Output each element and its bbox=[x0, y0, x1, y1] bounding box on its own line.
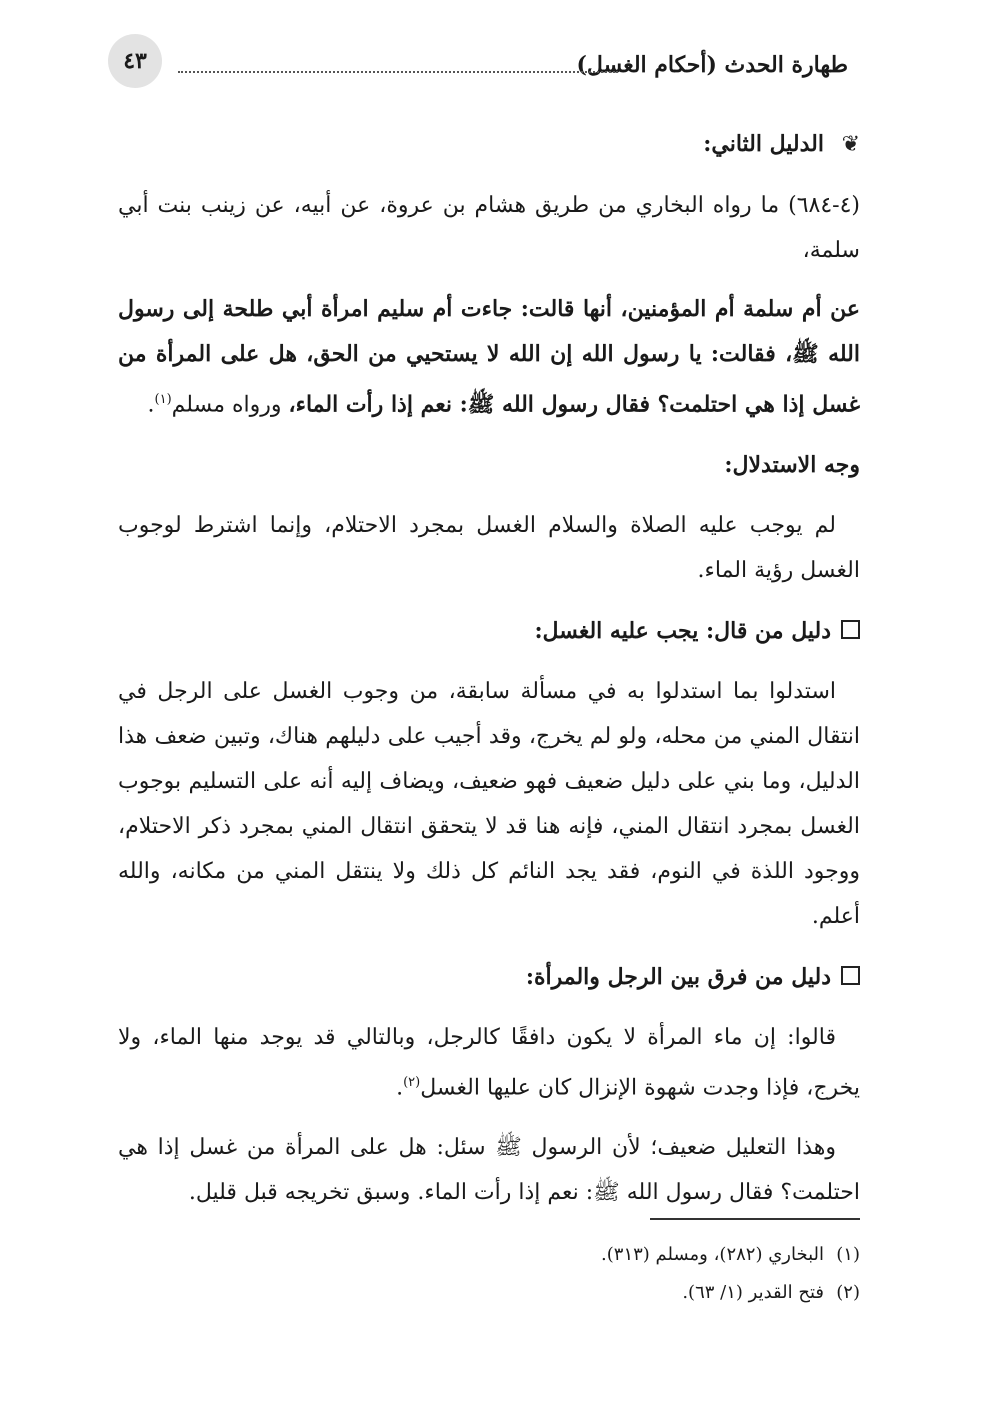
obligation-paragraph: استدلوا بما استدلوا به في مسألة سابقة، من وجوب الغسل على الرجل في انتقال المني من محله، ولو لم يخرج، وقد أجيب على دليلهم هناك، وتبين ضعف هذا الدليل، وما بني على دليل ضعيف فهو ضعيف، ويضاف إليه أنه على التسليم بوجوب الغسل بمجرد انتقال المني، فإنه هنا قد لا يتحقق انتقال المني بمجرد ذكر الاحتلام، ووجود اللذة في النوم، فقد يجد النائم كل ذلك ولا ينتقل المني من مكانه، والله أعلم. bbox=[118, 679, 860, 930]
hadith-paragraph bbox=[118, 287, 860, 427]
heading-inference: وجه الاستدلال: bbox=[724, 452, 860, 479]
page-header bbox=[108, 34, 848, 96]
footnote-ref-1: (١) bbox=[154, 392, 172, 407]
dotted-leader bbox=[178, 71, 618, 73]
footnote-number: (٢) bbox=[836, 1282, 860, 1303]
hadith-intro bbox=[118, 183, 860, 273]
square-bullet-icon bbox=[841, 620, 860, 639]
hadith-intro-text: (٤-٦٨٤) ما رواه البخاري من طريق هشام بن عروة، عن أبيه، عن زينب بنت أبي سلمة، bbox=[118, 193, 860, 263]
heading-second-evidence-text: الدليل الثاني: bbox=[703, 131, 824, 157]
difference-text: قالوا: إن ماء المرأة لا يكون دافقًا كالرجل، وبالتالي قد يوجد منها الماء، ولا يخرج، فإذا وجدت شهوة الإنزال كان عليها الغسل bbox=[118, 1025, 860, 1101]
heading-difference bbox=[118, 953, 860, 1001]
hadith-period: . bbox=[147, 392, 155, 418]
square-bullet-icon bbox=[841, 966, 860, 985]
leaf-ornament-icon: ❦ bbox=[841, 132, 860, 157]
running-title: طهارة الحدث (أحكام الغسل) bbox=[576, 52, 848, 78]
rebuttal-paragraph: وهذا التعليل ضعيف؛ لأن الرسول ﷺ سئل: هل على المرأة من غسل إذا هي احتلمت؟ فقال رسول الله ﷺ: نعم إذا رأت الماء. وسبق تخريجه قبل قليل. bbox=[118, 1134, 860, 1205]
footnotes bbox=[260, 1236, 860, 1312]
footnote-item bbox=[260, 1274, 860, 1312]
hadith-tail: ورواه مسلم bbox=[171, 392, 289, 418]
footnote-text: البخاري (٢٨٢)، ومسلم (٣١٣). bbox=[601, 1244, 824, 1265]
heading-difference-text: دليل من فرق بين الرجل والمرأة: bbox=[525, 964, 831, 991]
footnote-separator bbox=[650, 1218, 860, 1220]
page-number: ٤٣ bbox=[108, 34, 162, 88]
hadith-text: عن أم سلمة أم المؤمنين، أنها قالت: جاءت أم سليم امرأة أبي طلحة إلى رسول الله ﷺ، فقالت: يا رسول الله إن الله لا يستحيي من الحق، هل على المرأة من غسل إذا هي احتلمت؟ فقال رسول الله ﷺ: نعم إذا رأت الماء، bbox=[118, 296, 860, 418]
footnote-number: (١) bbox=[836, 1244, 860, 1265]
footnote-item bbox=[260, 1236, 860, 1274]
footnote-ref-2: (٢) bbox=[403, 1075, 421, 1091]
difference-period: . bbox=[396, 1075, 404, 1101]
heading-obligation bbox=[118, 607, 860, 655]
page-body bbox=[118, 120, 860, 1215]
heading-obligation-text: دليل من قال: يجب عليه الغسل: bbox=[534, 618, 831, 645]
heading-second-evidence bbox=[118, 120, 860, 169]
footnote-text: فتح القدير (١/ ٦٣). bbox=[682, 1282, 824, 1303]
inference-paragraph: لم يوجب عليه الصلاة والسلام الغسل بمجرد الاحتلام، وإنما اشترط لوجوب الغسل رؤية الماء. bbox=[118, 513, 860, 584]
difference-paragraph bbox=[118, 1015, 860, 1110]
